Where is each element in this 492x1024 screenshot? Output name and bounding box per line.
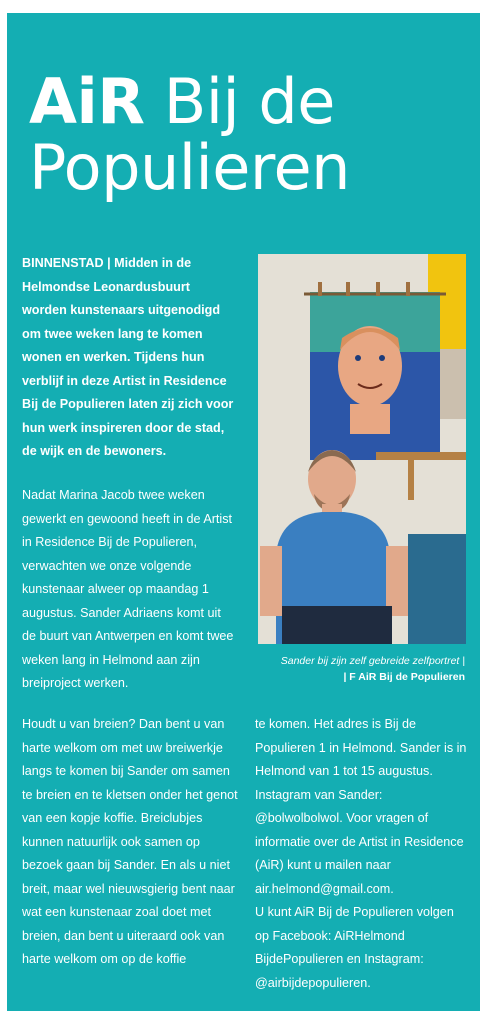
paragraph-3: te komen. Het adres is Bij de Populieren 1 in Helmond. Sander is in Helmond van 1 tot 15 augustus. Instagram van Sander: @bolwolbolwol. Voor vragen of informatie over de Artist in Residence (AiR) kunt u mailen naar air.helmond@gmail.com.: [255, 717, 467, 896]
article-lead: [22, 252, 238, 464]
artist-photo-illustration: [258, 254, 466, 644]
paragraph-2: Houdt u van breien? Dan bent u van harte welkom om met uw breiwerkje langs te komen bij Sander om samen te breien en te kletsen onder het genot van een kopje koffie. Breiclubjes kunnen natuurlijk ook samen op bezoek gaan bij Sander. En als u niet breit, maar wel nieuwsgierig bent naar wat een kunstenaar zoal doet met breien, dan bent u uiteraard ook van harte welkom om op de koffie: [22, 717, 238, 966]
paragraph-1: Nadat Marina Jacob twee weken gewerkt en gewoond heeft in de Artist in Residence Bij de Populieren, verwachten we onze volgende kunstenaar alweer op maandag 1 augustus. Sander Adriaens komt uit de buurt van Antwerpen en komt twee weken lang in Helmond aan zijn breiproject werken.: [22, 488, 234, 690]
caption-text: Sander bij zijn zelf gebreide zelfportret |: [280, 655, 465, 667]
title-rest: Bij de: [144, 65, 335, 138]
paragraph-4: U kunt AiR Bij de Populieren volgen op Facebook: AiRHelmond BijdePopulieren en Instagram: @airbijdepopulieren.: [255, 905, 454, 990]
article-body-1: [22, 484, 238, 696]
photo-credit: | F AiR Bij de Populieren: [343, 671, 465, 683]
article-body-2: [22, 713, 238, 972]
article-title: [29, 65, 350, 204]
photo-caption: [253, 653, 465, 685]
title-bold: AiR: [29, 65, 145, 138]
artist-photo: [258, 254, 466, 644]
lead-text: BINNENSTAD | Midden in de Helmondse Leonardusbuurt worden kunstenaars uitgenodigd om twee weken lang te komen wonen en werken. Tijdens hun verblijf in deze Artist in Residence Bij de Populieren laten zij zich voor hun werk inspireren door de stad, de wijk en de bewoners.: [22, 256, 234, 458]
title-line2: Populieren: [29, 131, 350, 204]
article-body-3: [255, 713, 471, 995]
